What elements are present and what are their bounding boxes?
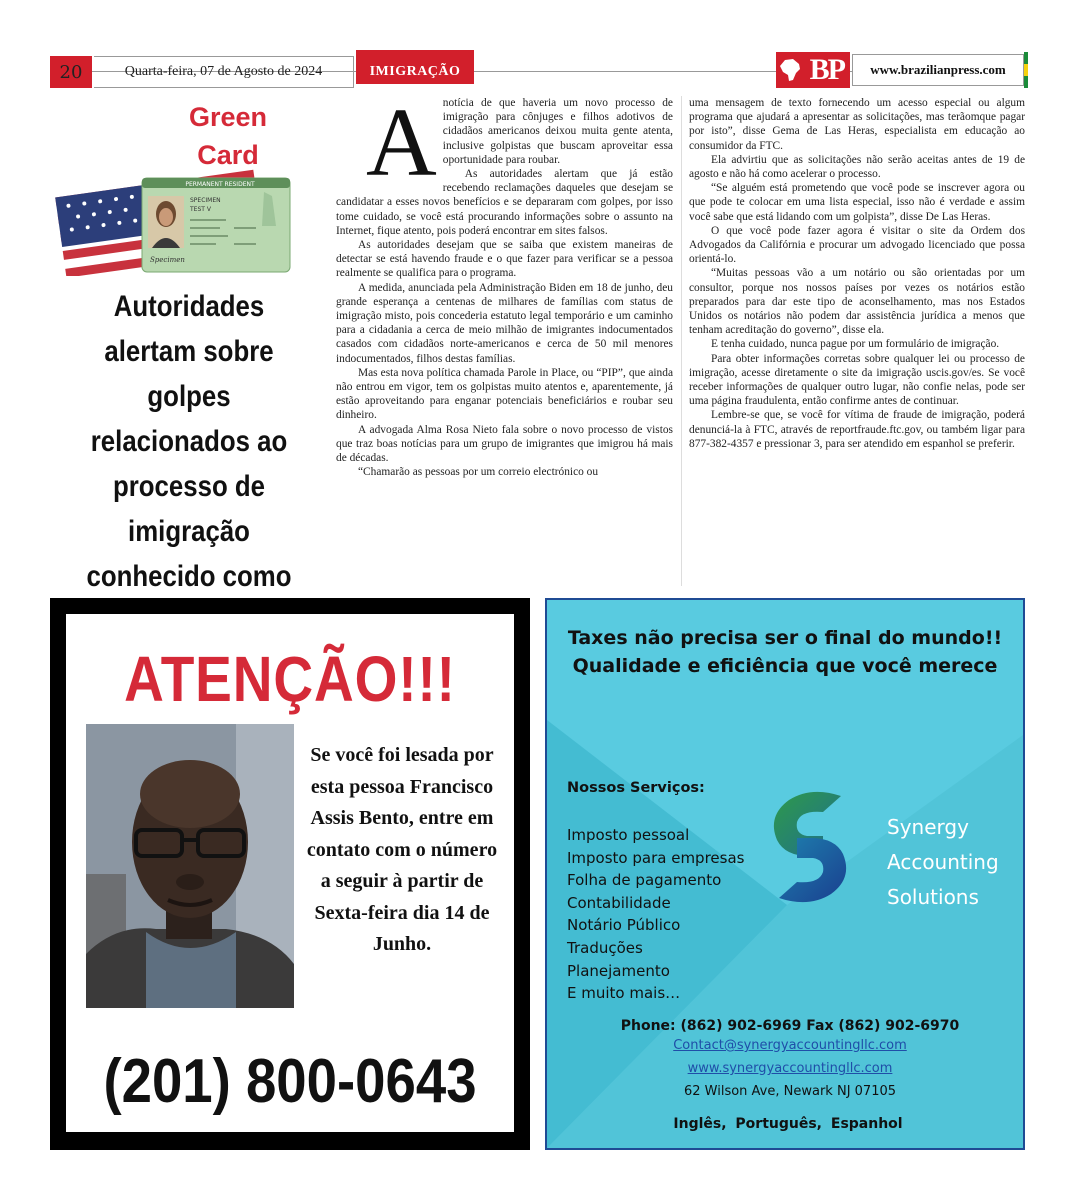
article-paragraph: “Se alguém está prometendo que você pode se inscrever agora ou que pode te colocar em uma lista especial, isso não é verdade e assim você sabe que está lidando com um golpista”, disse De Las Heras. bbox=[689, 182, 1025, 223]
article-paragraph: A advogada Alma Rosa Nieto fala sobre o novo processo de vistos que traz boas notícias para um grupo de imigrantes que imigrou há mais de décadas. bbox=[336, 423, 673, 465]
service-item: Folha de pagamento bbox=[567, 871, 722, 890]
article-column-2 bbox=[689, 96, 1025, 596]
card-text: Card bbox=[197, 140, 259, 170]
service-item: Contabilidade bbox=[567, 893, 671, 912]
green-text: Green bbox=[188, 102, 268, 132]
article-paragraph: Ela advirtiu que as solicitações não serão aceitas antes de 19 de agosto e não há como acelerar o processo. bbox=[689, 153, 1025, 181]
article-paragraph: E tenha cuidado, nunca pague por um formulário de imigração. bbox=[711, 338, 1000, 351]
brazil-flag-stripes bbox=[1024, 52, 1028, 88]
brazil-map-icon bbox=[779, 58, 801, 82]
logo-text: BP bbox=[809, 53, 844, 86]
languages: Inglês, Português, Espanhol bbox=[673, 1116, 903, 1132]
service-item: Imposto para empresas bbox=[567, 848, 745, 867]
site-url[interactable]: www.brazilianpress.com bbox=[852, 54, 1024, 86]
person-photo-illustration bbox=[86, 724, 294, 1008]
service-item: E muito mais… bbox=[567, 984, 681, 1003]
drop-cap: A bbox=[366, 89, 437, 197]
synergy-ad bbox=[545, 598, 1025, 1150]
brazilian-press-logo[interactable] bbox=[776, 52, 850, 88]
synergy-headline-1: Taxes não precisa ser o final do mundo!! bbox=[567, 627, 1003, 649]
article-paragraph: Mas esta nova política chamada Parole in Place, ou “PIP”, que ainda não entrou em vigor, tem os golpistas muito atentos e, aparentemente, já estão aproveitando para enganar potenciais beneficiários e roubar seu dinheiro. bbox=[336, 366, 673, 422]
synergy-headline-2: Qualidade e eficiência que você merece bbox=[572, 655, 998, 677]
synergy-s-logo-icon bbox=[761, 786, 859, 908]
service-item: Notário Público bbox=[567, 916, 681, 935]
article-paragraph: “Muitas pessoas vão a um notário ou são orientadas por um consultor, porque nos nossos países por vezes os notários estão preparados para dar este tipo de aconselhamento, mas nos Estados Unidos os notários não podem dar assistência jurídica a menos que tenham acreditação do governo”, disse ela. bbox=[689, 267, 1025, 337]
services-list bbox=[567, 824, 744, 1005]
atencao-message: Se você foi lesada por esta pessoa Francisco Assis Bento, entre em contato com o número a seguir à partir de Sexta-feira dia 14 de Junho. bbox=[306, 744, 498, 955]
services-title: Nossos Serviços: bbox=[567, 780, 705, 796]
atencao-ad bbox=[50, 598, 530, 1150]
phone-fax: Phone: (862) 902-6969 Fax (862) 902-6970 bbox=[620, 1018, 960, 1034]
green-card-illustration bbox=[50, 96, 328, 276]
service-item: Imposto pessoal bbox=[567, 826, 690, 844]
synergy-headline bbox=[547, 624, 1023, 680]
article-paragraph: As autoridades alertam que já estão recebendo reclamações daqueles que desejam se candidatar a esses novos benefícios e se depararam com golpes, por isso tome cuidado, se você está procurando informações sobre o assunto na Internet, fique atento, pois poderá encontrar em sites falsos. bbox=[336, 168, 673, 237]
brand-line: Synergy bbox=[887, 815, 969, 839]
synergy-brand-name bbox=[887, 810, 999, 915]
article-paragraph: As autoridades desejam que se saiba que existem maneiras de detectar se está havendo fraude e o que fazer para verificar se a pessoa realmente se qualifica para o programa. bbox=[336, 239, 673, 280]
article-paragraph: Para obter informações corretas sobre qualquer lei ou processo de imigração, acesse diretamente o site da imigração uscis.gov/es. Se você receber informações de qualquer outro lugar, não confie nelas, pode ser uma página fraudulenta, então confirme antes de continuar. bbox=[689, 352, 1025, 408]
card-specimen: Specimen bbox=[150, 256, 185, 264]
article-paragraph: Lembre-se que, se você for vítima de fraude de imigração, poderá denunciá-la à FTC, através de reportfraude.ftc.gov, ou também ligar para 877-382-4357 e pressionar 3, para ser atendido em espanhol se preferir. bbox=[689, 409, 1025, 450]
article-paragraph: notícia de que haveria um novo processo de imigração para cônjuges e filhos adotivos de cidadãos americanos deixou muita gente atenta, inclusive golpistas que buscam aproveitar essa oportunidade para roubar. bbox=[442, 97, 673, 166]
column-divider bbox=[681, 96, 682, 586]
article-paragraph: uma mensagem de texto fornecendo um acesso especial ou algum programa que ajudará a apresentar as solicitações, mas terãomque pagar por isto”, disse Gema de Las Heras, especialista em educação ao consumidor da FTC. bbox=[689, 97, 1025, 152]
article-headline: Autoridades alertam sobre golpes relacionados ao processo de imigração conhecido como bbox=[86, 290, 292, 593]
atencao-title: ATENÇÃO!!! bbox=[124, 643, 456, 715]
person-photo bbox=[86, 724, 294, 1008]
issue-date: Quarta-feira, 07 de Agosto de 2024 bbox=[94, 56, 354, 88]
article-paragraph: “Chamarão as pessoas por um correio electrónico ou bbox=[358, 466, 599, 479]
section-label: IMIGRAÇÃO bbox=[356, 50, 474, 84]
service-item: Planejamento bbox=[567, 961, 670, 980]
card-header: PERMANENT RESIDENT bbox=[185, 181, 255, 188]
email-link[interactable]: Contact@synergyaccountingllc.com bbox=[673, 1038, 907, 1053]
service-item: Traduções bbox=[567, 938, 643, 957]
brand-line: Solutions bbox=[887, 885, 979, 909]
card-given: TEST V bbox=[190, 206, 211, 213]
green-card-image bbox=[50, 96, 328, 276]
page-number: 20 bbox=[50, 56, 92, 88]
atencao-phone[interactable]: (201) 800-0643 bbox=[103, 1047, 477, 1116]
website-link[interactable]: www.synergyaccountingllc.com bbox=[687, 1061, 893, 1076]
atencao-ad-inner bbox=[66, 614, 514, 1132]
synergy-contact bbox=[547, 1018, 1023, 1103]
article-paragraph: O que você pode fazer agora é visitar o site da Ordem dos Advogados da Califórnia e procurar um advogado licenciado que possa orientá-lo. bbox=[689, 224, 1025, 266]
address: 62 Wilson Ave, Newark NJ 07105 bbox=[683, 1084, 897, 1099]
article-column-1 bbox=[336, 89, 673, 596]
brand-line: Accounting bbox=[887, 850, 999, 874]
card-name: SPECIMEN bbox=[190, 197, 221, 204]
article-paragraph: A medida, anunciada pela Administração Biden em 18 de junho, deu grande esperança a centenas de milhares de famílias com status de imigração misto, pois concederia estatuto legal temporário e um caminho para a cidadania a cerca de meio milhão de imigrantes indocumentados casados com cidadãos norte-americanos e cerca de 50 mil menores indocumentados, filhos destas famílias. bbox=[336, 281, 673, 365]
